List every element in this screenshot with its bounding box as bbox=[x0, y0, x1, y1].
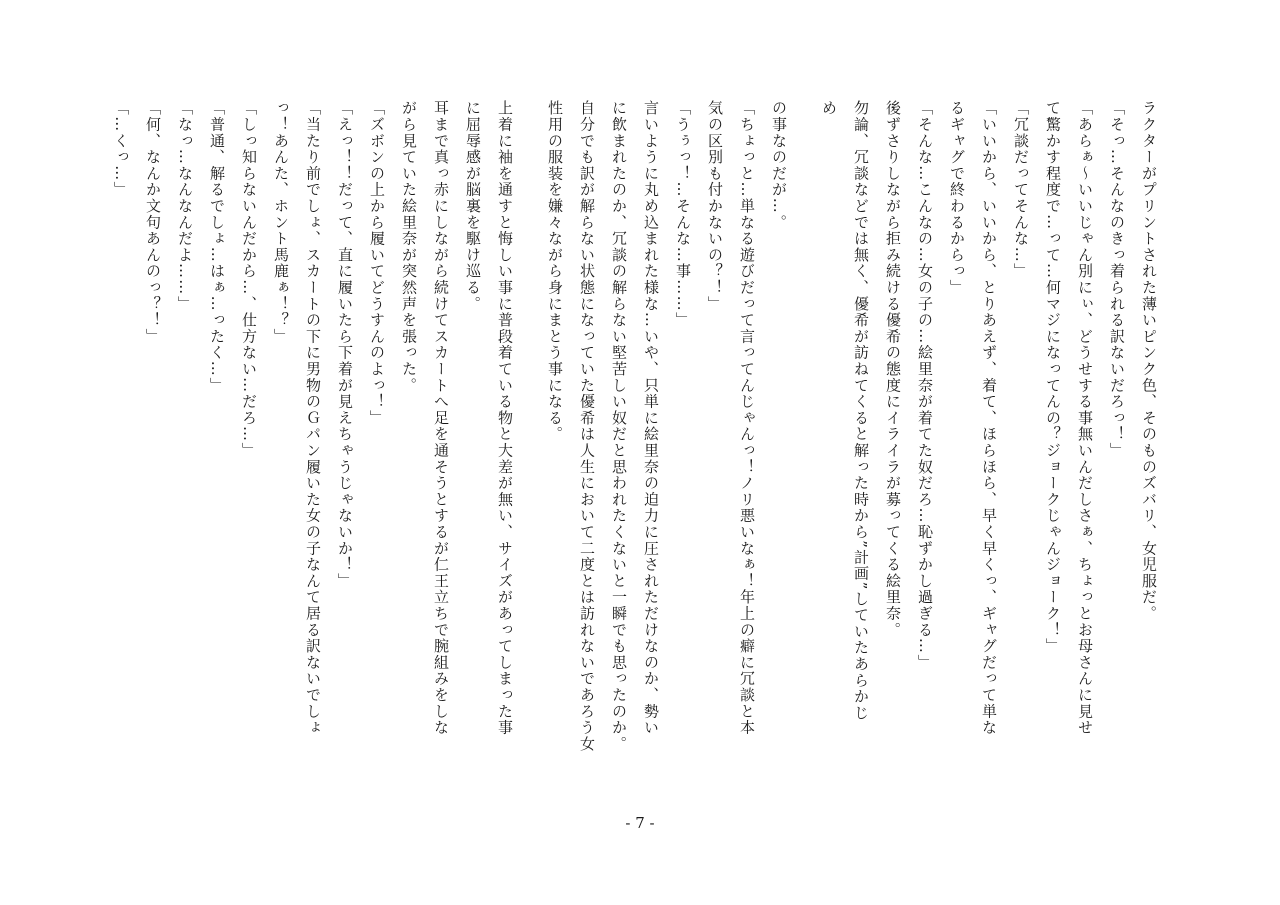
text-line: に飲まれたのか、冗談の解らない堅苦しい奴だと思われたくないと一瞬でも思ったのか。 bbox=[610, 100, 628, 752]
text-line: 「何、なんか文句あんのっ？！」 bbox=[144, 100, 162, 345]
text-line: 「うぅっ！…そんな…事……」 bbox=[674, 100, 692, 329]
text-line: に屈辱感が脳裏を駆け巡る。 bbox=[464, 100, 482, 312]
text-line: 「そっ…そんなのきっ着られる訳ないだろっ！」 bbox=[1108, 100, 1126, 459]
text-line: 「当たり前でしょ、スカートの下に男物のＧパン履いた女の子なんて居る訳ないでしょ bbox=[304, 100, 322, 736]
text-line: 自分でも訳が解らない状態になっていた優希は人生において二度とは訪れないであろう女 bbox=[578, 100, 596, 752]
text-line: っ！あんた、ホント馬鹿ぁ！？」 bbox=[272, 100, 290, 345]
text-line: 「ちょっと…単なる遊びだって言ってんじゃんっ！ノリ悪いなぁ！年上の癖に冗談と本 bbox=[738, 100, 756, 736]
text-line: 性用の服装を嫌々ながら身にまとう事になる。 bbox=[546, 100, 564, 443]
text-line: 後ずさりしながら拒み続ける優希の態度にイライラが募ってくる絵里奈。 bbox=[884, 100, 902, 638]
text-line: 上着に袖を通すと悔しい事に普段着ている物と大差が無い、サイズがあってしまった事 bbox=[496, 100, 514, 736]
text-line: 「いいから、いいから、とりあえず、着て、ほらほら、早く早くっ、ギャグだって単な bbox=[980, 100, 998, 736]
text-line: 勿論、冗談などでは無く、優希が訪ねてくると解った時から”計画”していたあらかじ bbox=[852, 100, 870, 722]
text-line: 「あらぁ～いいじゃん別にぃ、どうせする事無いんだしさぁ、ちょっとお母さんに見せ bbox=[1076, 100, 1094, 736]
text-line: 言いように丸め込まれた様な…いや、只単に絵里奈の迫力に圧されただけなのか、勢い bbox=[642, 100, 660, 736]
text-line: め bbox=[820, 100, 838, 117]
text-line: 「えっ！！だって、直に履いたら下着が見えちゃうじゃないか！」 bbox=[336, 100, 354, 589]
text-line: がら見ていた絵里奈が突然声を張った。 bbox=[400, 100, 418, 394]
text-line: 気の区別も付かないの？！」 bbox=[706, 100, 724, 312]
text-line: 「…くっ…」 bbox=[112, 100, 130, 198]
text-line: 「冗談だってそんな…」 bbox=[1012, 100, 1030, 280]
vertical-text-body bbox=[105, 100, 1165, 800]
text-line: 耳まで真っ赤にしながら続けてスカートへ足を通そうとするが仁王立ちで腕組みをしな bbox=[432, 100, 450, 736]
text-line: 「普通、解るでしょ…はぁ…ったく…」 bbox=[208, 100, 226, 394]
text-line: 「なっ…なんなんだよ……」 bbox=[176, 100, 194, 312]
text-line: 「しっ知らないんだから…、仕方ない…だろ…」 bbox=[240, 100, 258, 459]
text-line: 「ズボンの上から履いてどうすんのよっ！」 bbox=[368, 100, 386, 426]
text-line: 「そんな…こんなの…女の子の…絵里奈が着てた奴だろ…恥ずかし過ぎる…」 bbox=[916, 100, 934, 671]
text-line: の事なのだが…。 bbox=[770, 100, 788, 231]
page-number: - 7 - bbox=[625, 814, 655, 832]
text-line: ラクターがプリントされた薄いピンク色、そのものズバリ、女児服だ。 bbox=[1140, 100, 1158, 622]
text-line: るギャグで終わるからっ」 bbox=[948, 100, 966, 296]
text-line: て驚かす程度で…って…何マジになってんの？ジョークじゃんジョーク！」 bbox=[1044, 100, 1062, 655]
